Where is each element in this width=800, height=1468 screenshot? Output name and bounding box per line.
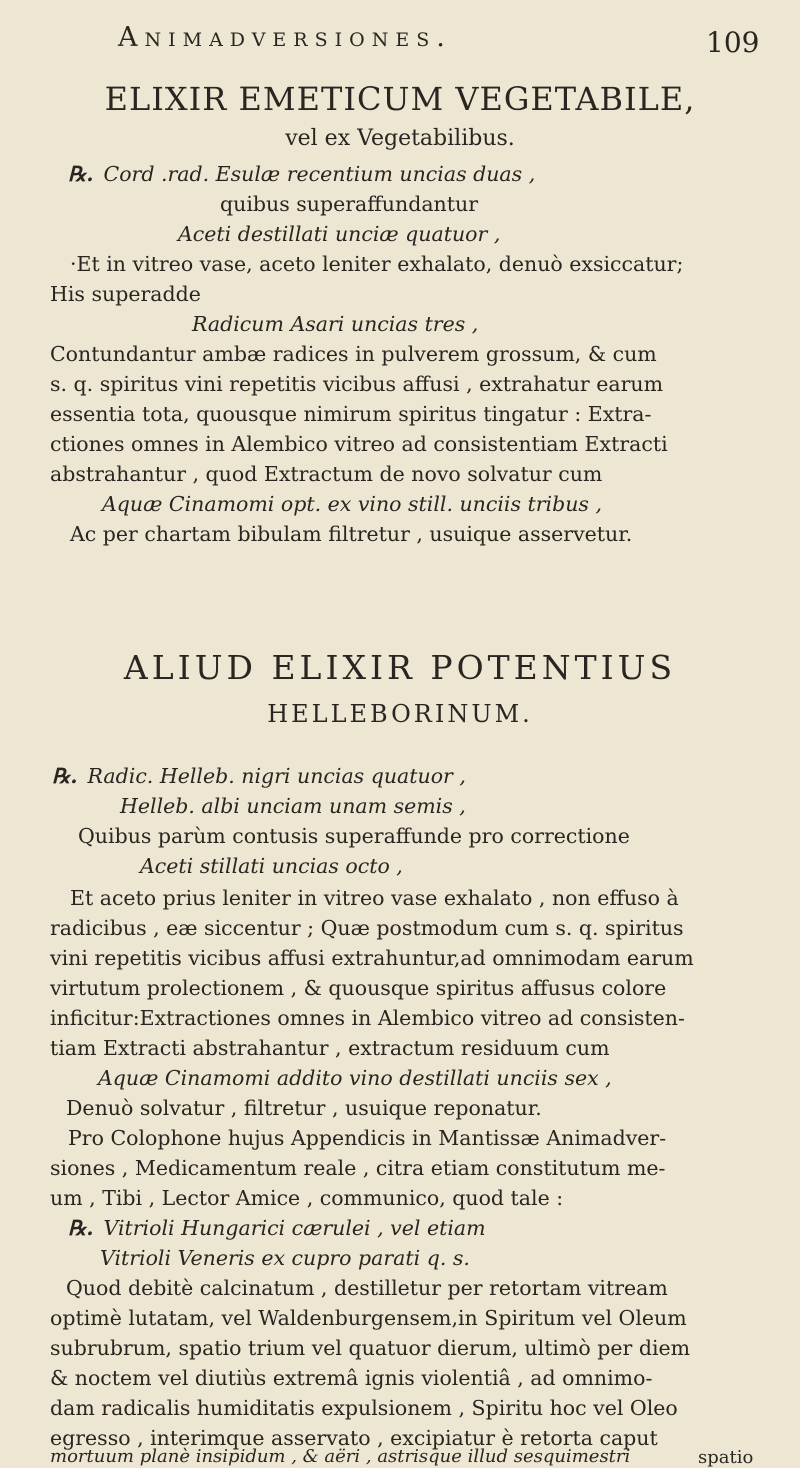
running-head-title: Animadversiones.	[118, 22, 452, 53]
catchword: spatio	[698, 1447, 754, 1468]
section2-line: optimè lutatam, vel Waldenburgensem,in Spiritum vel Oleum	[50, 1306, 687, 1330]
section2-line: inficitur:Extractiones omnes in Alembico vitreo ad consisten-	[50, 1006, 685, 1030]
section1-line: essentia tota, quousque nimirum spiritus tingatur : Extra-	[50, 402, 652, 426]
section2-line: mortuum planè insipidum , & aëri , astrisque illud sesquimestri	[50, 1446, 631, 1467]
recipe-symbol: ℞.	[68, 162, 94, 186]
recipe-symbol: ℞.	[68, 1216, 94, 1240]
section2-line: tiam Extracti abstrahantur , extractum residuum cum	[50, 1036, 610, 1060]
section1-line: Ac per chartam bibulam filtretur , usuique asservetur.	[70, 522, 633, 546]
section2-line: Et aceto prius leniter in vitreo vase exhalato , non effuso à	[70, 886, 679, 910]
section2-line: radicibus , eæ siccentur ; Quæ postmodum cum s. q. spiritus	[50, 916, 684, 940]
section1-line: His superadde	[50, 282, 201, 306]
section2-line: egresso , interimque asservato , excipiatur è retorta caput	[50, 1426, 658, 1450]
section2-line: Helleb. albi unciam unam semis ,	[120, 794, 466, 818]
section2-line: siones , Medicamentum reale , citra etiam constitutum me-	[50, 1156, 666, 1180]
section1-line: ·Et in vitreo vase, aceto leniter exhalato, denuò exsiccatur;	[70, 252, 684, 276]
section2-line: Pro Colophone hujus Appendicis in Mantissæ Animadver-	[68, 1126, 667, 1150]
section1-line-text: Cord .rad. Esulæ recentium uncias duas ,	[103, 162, 536, 186]
section2-line-text: Vitrioli Hungarici cærulei , vel etiam	[103, 1216, 486, 1240]
section2-line: Quibus parùm contusis superaffunde pro correctione	[78, 824, 630, 848]
recipe-symbol: ℞.	[52, 764, 78, 788]
section1-subtitle: vel ex Vegetabilibus.	[285, 126, 515, 151]
section2-line-text: Radic. Helleb. nigri uncias quatuor ,	[87, 764, 466, 788]
running-head	[0, 18, 800, 58]
section1-line: Aquæ Cinamomi opt. ex vino still. unciis tribus ,	[102, 492, 602, 516]
section2-line: Denuò solvatur , filtretur , usuique reponatur.	[66, 1096, 542, 1120]
section2-line: virtutum prolectionem , & quousque spiritus affusus colore	[50, 976, 667, 1000]
section2-line: Aquæ Cinamomi addito vino destillati unciis sex ,	[98, 1066, 612, 1090]
section2-line: um , Tibi , Lector Amice , communico, quod tale :	[50, 1186, 564, 1210]
section1-line: abstrahantur , quod Extractum de novo solvatur cum	[50, 462, 603, 486]
section2-line: Quod debitè calcinatum , destilletur per retortam vitream	[66, 1276, 668, 1300]
section2-line: vini repetitis vicibus affusi extrahuntur,ad omnimodam earum	[50, 946, 694, 970]
section2-line: & noctem vel diutiùs extremâ ignis violentiâ , ad omnimo-	[50, 1366, 653, 1390]
section1-line	[68, 160, 535, 188]
section2-subtitle: HELLEBORINUM.	[267, 700, 533, 728]
section1-line: Radicum Asari uncias tres ,	[192, 312, 479, 336]
section1-line: Aceti destillati unciæ quatuor ,	[178, 222, 501, 246]
section2-line: Aceti stillati uncias octo ,	[140, 854, 403, 878]
section1-line: Contundantur ambæ radices in pulverem grossum, & cum	[50, 342, 657, 366]
section1-line: ctiones omnes in Alembico vitreo ad consistentiam Extracti	[50, 432, 668, 456]
section1-title: ELIXIR EMETICUM VEGETABILE,	[104, 80, 696, 118]
section2-line: subrubrum, spatio trium vel quatuor dierum, ultimò per diem	[50, 1336, 691, 1360]
section2-line: Vitrioli Veneris ex cupro parati q. s.	[100, 1246, 470, 1270]
section2-line: dam radicalis humiditatis expulsionem , Spiritu hoc vel Oleo	[50, 1396, 678, 1420]
section1-line: s. q. spiritus vini repetitis vicibus affusi , extrahatur earum	[50, 372, 664, 396]
section2-title: ALIUD ELIXIR POTENTIUS	[123, 648, 677, 687]
section1-line: quibus superaffundantur	[220, 192, 479, 216]
page-number: 109	[706, 26, 760, 59]
section2-line	[52, 762, 466, 790]
section2-line	[68, 1214, 486, 1242]
